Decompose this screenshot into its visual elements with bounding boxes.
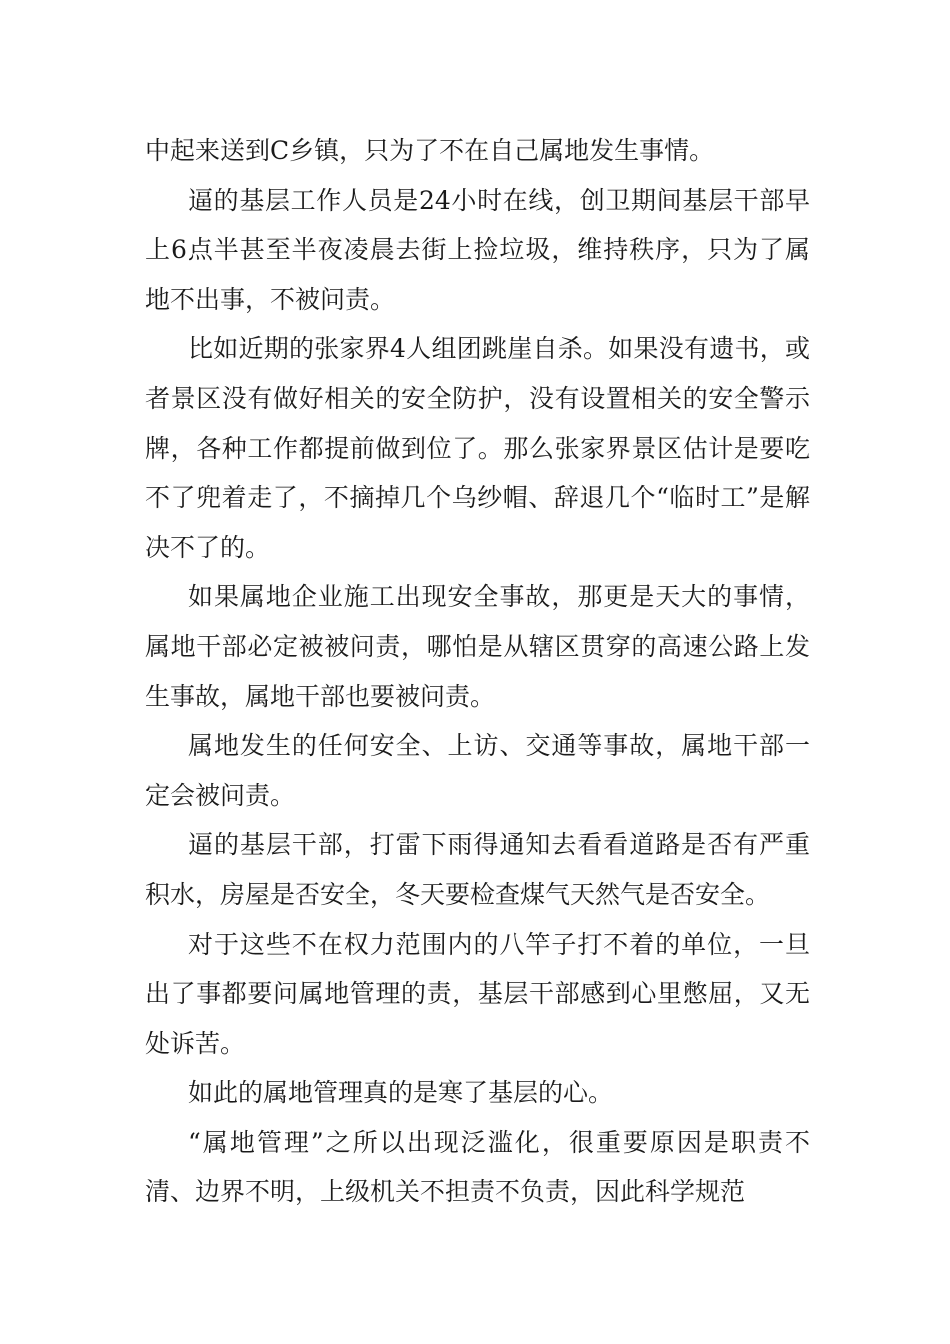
- paragraph-9: “属地管理”之所以出现泛滥化，很重要原因是职责不清、边界不明，上级机关不担责不负责，因此科学规范: [145, 1127, 810, 1207]
- paragraph-2: 逼的基层工作人员是24小时在线，创卫期间基层干部早上6点半甚至半夜凌晨去街上捡垃圾，维持秩序，只为了属地不出事，不被问责。: [145, 185, 810, 314]
- paragraph-5: 属地发生的任何安全、上访、交通等事故，属地干部一定会被问责。: [145, 731, 810, 810]
- paragraph-4: 如果属地企业施工出现安全事故，那更是天大的事情，属地干部必定被被问责，哪怕是从辖区贯穿的高速公路上发生事故，属地干部也要被问责。: [145, 582, 810, 711]
- paragraph-1: 中起来送到C乡镇，只为了不在自己属地发生事情。: [145, 136, 715, 165]
- paragraph-8: 如此的属地管理真的是寒了基层的心。: [188, 1078, 614, 1108]
- paragraph-7: 对于这些不在权力范围内的八竿子打不着的单位，一旦出了事都要问属地管理的责，基层干部感到心里憋屈，又无处诉苦。: [145, 929, 810, 1058]
- paragraph-6: 逼的基层干部，打雷下雨得通知去看看道路是否有严重积水，房屋是否安全，冬天要检查煤气天然气是否安全。: [145, 830, 810, 909]
- paragraph-3: 比如近期的张家界4人组团跳崖自杀。如果没有遗书，或者景区没有做好相关的安全防护，没有设置相关的安全警示牌，各种工作都提前做到位了。那么张家界景区估计是要吃不了兜着走了，不摘掉几个乌纱帽、辞退几个“临时工”是解决不了的。: [145, 334, 810, 562]
- document-body: [145, 126, 810, 1217]
